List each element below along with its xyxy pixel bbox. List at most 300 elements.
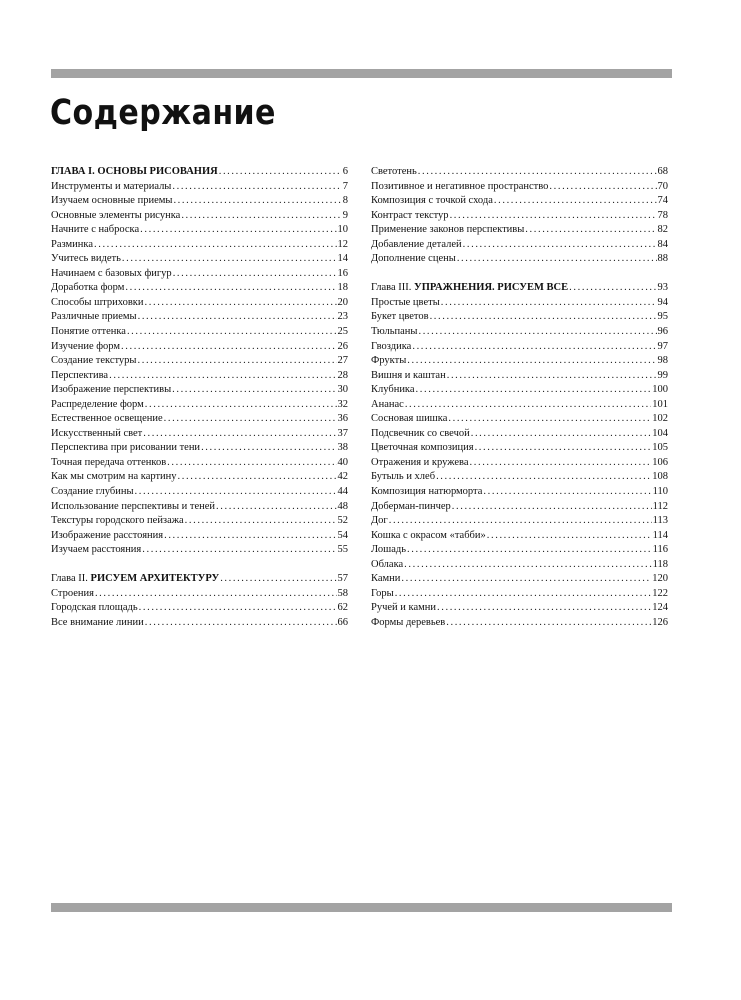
dot-leader bbox=[407, 543, 652, 558]
entry-title bbox=[51, 354, 137, 369]
entry-title-text: Создание текстуры bbox=[51, 355, 137, 367]
dot-leader bbox=[178, 470, 337, 485]
entry-title-text: Различные приемы bbox=[51, 311, 137, 323]
toc-right-column bbox=[371, 165, 668, 631]
toc-entry[interactable] bbox=[51, 252, 348, 267]
page-number: 12 bbox=[337, 238, 348, 250]
entry-title bbox=[371, 340, 411, 355]
dot-leader bbox=[167, 456, 336, 471]
entry-title bbox=[371, 180, 548, 195]
page-number: 66 bbox=[337, 616, 348, 628]
dot-leader bbox=[389, 514, 652, 529]
toc-entry[interactable] bbox=[51, 398, 348, 413]
entry-title-text: Изучаем основные приемы bbox=[51, 195, 173, 207]
entry-title-text: Дог bbox=[371, 515, 388, 527]
entry-title-text: Начинаем с базовых фигур bbox=[51, 267, 172, 279]
toc-entry[interactable] bbox=[371, 340, 668, 355]
entry-title bbox=[51, 325, 126, 340]
toc-entry[interactable] bbox=[371, 500, 668, 515]
page-number: 6 bbox=[342, 166, 348, 177]
page-number: 14 bbox=[337, 253, 348, 265]
page-number: 116 bbox=[652, 544, 668, 556]
entry-title bbox=[371, 500, 451, 515]
entry-title-text: Способы штриховки bbox=[51, 296, 144, 308]
dot-leader bbox=[216, 500, 336, 515]
entry-title-text: Цветочная композиция bbox=[371, 442, 474, 454]
entry-title bbox=[51, 412, 163, 427]
toc-entry[interactable] bbox=[371, 354, 668, 369]
toc-entry[interactable] bbox=[371, 223, 668, 238]
entry-title bbox=[51, 369, 108, 384]
toc-entry[interactable] bbox=[51, 500, 348, 515]
entry-title bbox=[371, 412, 447, 427]
entry-title bbox=[371, 238, 462, 253]
entry-title-text: Изучение форм bbox=[51, 340, 121, 352]
entry-title bbox=[371, 485, 482, 500]
chapter-title: РИСУЕМ АРХИТЕКТУРУ bbox=[90, 573, 220, 585]
entry-title bbox=[51, 180, 171, 195]
dot-leader bbox=[173, 267, 337, 282]
entry-title-text: Добавление деталей bbox=[371, 238, 462, 250]
entry-title bbox=[371, 281, 568, 296]
dot-leader bbox=[418, 325, 656, 340]
entry-title bbox=[371, 209, 449, 224]
entry-title-text: Понятие оттенка bbox=[51, 326, 126, 338]
entry-title bbox=[51, 485, 134, 500]
page-number: 26 bbox=[337, 340, 348, 352]
toc-left-column bbox=[51, 165, 348, 631]
page-number: 126 bbox=[652, 616, 668, 628]
entry-title bbox=[51, 340, 120, 355]
toc-entry[interactable] bbox=[371, 514, 668, 529]
page-number: 118 bbox=[652, 558, 668, 570]
entry-title bbox=[371, 194, 493, 209]
entry-title-text: Доработка форм bbox=[51, 282, 125, 294]
entry-title bbox=[51, 209, 180, 224]
page-number: 27 bbox=[337, 355, 348, 367]
dot-leader bbox=[447, 369, 657, 384]
dot-leader bbox=[483, 485, 651, 500]
toc-entry[interactable] bbox=[371, 194, 668, 209]
entry-title-text: Дополнение сцены bbox=[371, 253, 456, 265]
page-number: 9 bbox=[342, 209, 348, 221]
toc-entry[interactable] bbox=[371, 180, 668, 195]
entry-title-text: Инструменты и материалы bbox=[51, 180, 172, 192]
dot-leader bbox=[164, 529, 336, 544]
chapter-prefix: Глава III. bbox=[371, 282, 415, 294]
dot-leader bbox=[164, 412, 337, 427]
entry-title-text: Отражения и кружева bbox=[371, 456, 469, 468]
page-number: 99 bbox=[657, 369, 668, 381]
entry-title bbox=[371, 165, 417, 180]
entry-title-text: Композиция натюрморта bbox=[371, 486, 483, 498]
entry-title bbox=[371, 572, 400, 587]
dot-leader bbox=[457, 252, 657, 267]
entry-title bbox=[371, 441, 474, 456]
entry-title-text: Бутыль и хлеб bbox=[371, 471, 436, 483]
entry-title-text: Строения bbox=[51, 587, 94, 599]
entry-title-text: Ручей и камни bbox=[371, 602, 437, 614]
page-number: 113 bbox=[652, 515, 668, 527]
page-number: 8 bbox=[342, 195, 348, 207]
entry-title-text: Перспектива при рисовании тени bbox=[51, 442, 201, 454]
toc-entry[interactable] bbox=[371, 601, 668, 616]
entry-title bbox=[51, 223, 139, 238]
entry-title-text: Доберман-пинчер bbox=[371, 500, 451, 512]
toc-entry[interactable] bbox=[51, 238, 348, 253]
toc-entry[interactable] bbox=[51, 470, 348, 485]
toc-entry[interactable] bbox=[371, 616, 668, 631]
page-number: 23 bbox=[337, 311, 348, 323]
page-number: 102 bbox=[652, 413, 668, 425]
entry-title bbox=[371, 325, 417, 340]
chapter-heading-entry[interactable] bbox=[371, 281, 668, 296]
section-gap bbox=[371, 267, 668, 282]
page-number: 37 bbox=[337, 427, 348, 439]
entry-title bbox=[51, 616, 144, 631]
dot-leader bbox=[452, 500, 652, 515]
entry-title-text: Формы деревьев bbox=[371, 616, 446, 628]
page-number: 114 bbox=[652, 529, 668, 541]
toc-entry[interactable] bbox=[51, 427, 348, 442]
entry-title bbox=[51, 500, 215, 515]
toc-entry[interactable] bbox=[371, 572, 668, 587]
entry-title-text: Изображение расстояния bbox=[51, 529, 164, 541]
dot-leader bbox=[407, 354, 656, 369]
toc-entry[interactable] bbox=[371, 587, 668, 602]
toc-entry[interactable] bbox=[371, 427, 668, 442]
toc-entry[interactable] bbox=[371, 296, 668, 311]
dot-leader bbox=[219, 165, 342, 180]
dot-leader bbox=[487, 529, 652, 544]
bottom-rule bbox=[51, 903, 672, 912]
entry-title bbox=[51, 267, 172, 282]
toc-entry[interactable] bbox=[371, 238, 668, 253]
entry-title bbox=[51, 456, 166, 471]
page-number: 44 bbox=[337, 486, 348, 498]
page-number: 36 bbox=[337, 413, 348, 425]
page-number: 98 bbox=[657, 355, 668, 367]
toc-entry[interactable] bbox=[51, 194, 348, 209]
entry-title bbox=[371, 587, 394, 602]
dot-leader bbox=[494, 194, 657, 209]
toc-entry[interactable] bbox=[371, 529, 668, 544]
entry-title bbox=[371, 529, 486, 544]
dot-leader bbox=[185, 514, 337, 529]
toc-entry[interactable] bbox=[51, 325, 348, 340]
dot-leader bbox=[135, 485, 337, 500]
toc-entry[interactable] bbox=[51, 223, 348, 238]
entry-title-text: Вишня и каштан bbox=[371, 369, 446, 381]
entry-title-text: Городская площадь bbox=[51, 602, 138, 614]
entry-title bbox=[371, 354, 406, 369]
page-number: 55 bbox=[337, 544, 348, 556]
dot-leader bbox=[145, 398, 337, 413]
toc-entry[interactable] bbox=[371, 209, 668, 224]
toc-entry[interactable] bbox=[51, 354, 348, 369]
page-number: 112 bbox=[652, 500, 668, 512]
dot-leader bbox=[405, 398, 651, 413]
dot-leader bbox=[475, 441, 652, 456]
toc-entry[interactable] bbox=[51, 340, 348, 355]
dot-leader bbox=[139, 601, 337, 616]
entry-title bbox=[371, 616, 445, 631]
toc-entry[interactable] bbox=[51, 485, 348, 500]
dot-leader bbox=[172, 383, 336, 398]
entry-title-text: Основные элементы рисунка bbox=[51, 209, 181, 221]
page-number: 104 bbox=[652, 427, 668, 439]
entry-title bbox=[371, 558, 403, 573]
page-number: 70 bbox=[657, 180, 668, 192]
page-number: 93 bbox=[657, 282, 668, 294]
entry-title bbox=[51, 383, 171, 398]
toc-entry[interactable] bbox=[51, 310, 348, 325]
entry-title-text: Простые цветы bbox=[371, 296, 440, 308]
entry-title bbox=[51, 281, 124, 296]
page-number: 42 bbox=[337, 471, 348, 483]
entry-title-text: Разминка bbox=[51, 238, 93, 250]
entry-title-text: Все внимание линии bbox=[51, 616, 144, 628]
toc-entry[interactable] bbox=[51, 587, 348, 602]
dot-leader bbox=[142, 543, 336, 558]
toc-entry[interactable] bbox=[371, 325, 668, 340]
page-number: 124 bbox=[652, 602, 668, 614]
entry-title bbox=[371, 456, 469, 471]
toc-entry[interactable] bbox=[371, 485, 668, 500]
dot-leader bbox=[430, 310, 657, 325]
entry-title-text: Кошка с окрасом «табби» bbox=[371, 529, 486, 541]
entry-title bbox=[371, 543, 406, 558]
toc-entry[interactable] bbox=[371, 252, 668, 267]
dot-leader bbox=[436, 470, 651, 485]
toc-entry[interactable] bbox=[371, 398, 668, 413]
toc-entry[interactable] bbox=[51, 514, 348, 529]
toc-entry[interactable] bbox=[51, 456, 348, 471]
page-number: 105 bbox=[652, 442, 668, 454]
dot-leader bbox=[143, 427, 336, 442]
entry-title-text: Подсвечник со свечой bbox=[371, 427, 470, 439]
page-number: 68 bbox=[657, 166, 668, 177]
entry-title bbox=[51, 441, 200, 456]
dot-leader bbox=[418, 165, 657, 180]
page-number: 20 bbox=[337, 296, 348, 308]
toc-entry[interactable] bbox=[51, 412, 348, 427]
entry-title-text: Перспектива bbox=[51, 369, 109, 381]
chapter-heading-entry[interactable] bbox=[51, 165, 348, 180]
dot-leader bbox=[94, 238, 337, 253]
entry-title-text: Тюльпаны bbox=[371, 326, 418, 338]
dot-leader bbox=[416, 383, 652, 398]
page-number: 95 bbox=[657, 311, 668, 323]
chapter-heading-entry[interactable] bbox=[51, 572, 348, 587]
toc-entry[interactable] bbox=[371, 470, 668, 485]
toc-entry[interactable] bbox=[51, 383, 348, 398]
entry-title-text: Композиция с точкой схода bbox=[371, 195, 493, 207]
toc-entry[interactable] bbox=[51, 369, 348, 384]
page-number: 108 bbox=[652, 471, 668, 483]
dot-leader bbox=[95, 587, 337, 602]
toc-entry[interactable] bbox=[371, 310, 668, 325]
dot-leader bbox=[125, 281, 336, 296]
toc-entry[interactable] bbox=[51, 281, 348, 296]
page-number: 110 bbox=[652, 486, 668, 498]
toc-entry[interactable] bbox=[371, 558, 668, 573]
dot-leader bbox=[172, 180, 341, 195]
entry-title bbox=[51, 165, 218, 180]
toc-entry[interactable] bbox=[371, 441, 668, 456]
dot-leader bbox=[181, 209, 341, 224]
entry-title bbox=[51, 572, 219, 587]
entry-title-text: Клубника bbox=[371, 384, 415, 396]
dot-leader bbox=[140, 223, 336, 238]
dot-leader bbox=[404, 558, 651, 573]
page-number: 100 bbox=[652, 384, 668, 396]
entry-title bbox=[51, 252, 121, 267]
page-number: 48 bbox=[337, 500, 348, 512]
dot-leader bbox=[138, 310, 337, 325]
page-number: 38 bbox=[337, 442, 348, 454]
entry-title-text: Светотень bbox=[371, 166, 417, 177]
toc-entry[interactable] bbox=[51, 529, 348, 544]
entry-title-text: Естественное освещение bbox=[51, 413, 163, 425]
page-number: 120 bbox=[652, 573, 668, 585]
entry-title-text: Лошадь bbox=[371, 544, 406, 556]
entry-title-text: Создание глубины bbox=[51, 486, 134, 498]
dot-leader bbox=[569, 281, 656, 296]
chapter-title: УПРАЖНЕНИЯ. РИСУЕМ ВСЕ bbox=[414, 282, 569, 294]
entry-title-text: Как мы смотрим на картину bbox=[51, 471, 177, 483]
page-number: 62 bbox=[337, 602, 348, 614]
dot-leader bbox=[121, 340, 336, 355]
page-number: 101 bbox=[652, 398, 668, 410]
dot-leader bbox=[463, 238, 657, 253]
page-number: 88 bbox=[657, 253, 668, 265]
page-number: 54 bbox=[337, 529, 348, 541]
entry-title-text: Контраст текстур bbox=[371, 209, 449, 221]
entry-title bbox=[371, 398, 404, 413]
dot-leader bbox=[109, 369, 336, 384]
entry-title-text: Учитесь видеть bbox=[51, 253, 121, 265]
page-title: Содержание bbox=[50, 93, 276, 133]
entry-title-text: Применение законов перспективы bbox=[371, 224, 525, 236]
entry-title-text: Горы bbox=[371, 587, 394, 599]
toc-entry[interactable] bbox=[51, 267, 348, 282]
entry-title bbox=[51, 427, 142, 442]
dot-leader bbox=[395, 587, 652, 602]
entry-title bbox=[51, 514, 184, 529]
dot-leader bbox=[471, 427, 652, 442]
chapter-prefix: Глава II. bbox=[51, 573, 91, 585]
entry-title bbox=[371, 427, 470, 442]
entry-title bbox=[51, 587, 94, 602]
toc-entry[interactable] bbox=[51, 543, 348, 558]
page-number: 106 bbox=[652, 456, 668, 468]
entry-title-text: Изображение перспективы bbox=[51, 384, 172, 396]
entry-title bbox=[371, 369, 446, 384]
entry-title-text: Начните с наброска bbox=[51, 224, 140, 236]
dot-leader bbox=[122, 252, 337, 267]
page-number: 94 bbox=[657, 296, 668, 308]
page-number: 82 bbox=[657, 224, 668, 236]
page-number: 40 bbox=[337, 456, 348, 468]
entry-title bbox=[51, 470, 177, 485]
page-number: 78 bbox=[657, 209, 668, 221]
page-number: 10 bbox=[337, 224, 348, 236]
dot-leader bbox=[549, 180, 656, 195]
entry-title-text: Использование перспективы и теней bbox=[51, 500, 216, 512]
toc-entry[interactable] bbox=[371, 165, 668, 180]
toc-entry[interactable] bbox=[51, 616, 348, 631]
page-number: 122 bbox=[652, 587, 668, 599]
entry-title-text: Букет цветов bbox=[371, 311, 429, 323]
dot-leader bbox=[437, 601, 651, 616]
page-number: 84 bbox=[657, 238, 668, 250]
toc-entry[interactable] bbox=[51, 601, 348, 616]
entry-title-text: Распределение форм bbox=[51, 398, 144, 410]
entry-title bbox=[51, 194, 172, 209]
entry-title bbox=[51, 543, 141, 558]
page-number: 97 bbox=[657, 340, 668, 352]
entry-title bbox=[371, 470, 435, 485]
section-gap bbox=[51, 558, 348, 573]
chapter-title: ГЛАВА I. ОСНОВЫ РИСОВАНИЯ bbox=[51, 166, 218, 177]
dot-leader bbox=[450, 209, 657, 224]
toc-entry[interactable] bbox=[371, 383, 668, 398]
page-number: 30 bbox=[337, 384, 348, 396]
entry-title bbox=[51, 296, 144, 311]
entry-title-text: Позитивное и негативное пространство bbox=[371, 180, 549, 192]
toc-entry[interactable] bbox=[51, 209, 348, 224]
entry-title-text: Ананас bbox=[371, 398, 404, 410]
entry-title-text: Искусственный свет bbox=[51, 427, 143, 439]
page-number: 28 bbox=[337, 369, 348, 381]
entry-title-text: Точная передача оттенков bbox=[51, 456, 167, 468]
dot-leader bbox=[525, 223, 656, 238]
toc-entry[interactable] bbox=[371, 412, 668, 427]
toc-entry[interactable] bbox=[371, 543, 668, 558]
toc-entry[interactable] bbox=[51, 296, 348, 311]
dot-leader bbox=[470, 456, 652, 471]
entry-title bbox=[51, 310, 137, 325]
entry-title bbox=[371, 223, 524, 238]
toc-entry[interactable] bbox=[51, 180, 348, 195]
page-number: 58 bbox=[337, 587, 348, 599]
page-number: 32 bbox=[337, 398, 348, 410]
entry-title bbox=[371, 252, 456, 267]
dot-leader bbox=[401, 572, 651, 587]
toc-entry[interactable] bbox=[51, 441, 348, 456]
toc-entry[interactable] bbox=[371, 456, 668, 471]
page-number: 74 bbox=[657, 195, 668, 207]
entry-title bbox=[371, 310, 429, 325]
dot-leader bbox=[412, 340, 656, 355]
entry-title bbox=[51, 601, 138, 616]
page-number: 16 bbox=[337, 267, 348, 279]
entry-title-text: Камни bbox=[371, 573, 401, 585]
entry-title bbox=[51, 238, 93, 253]
entry-title-text: Изучаем расстояния bbox=[51, 544, 142, 556]
entry-title-text: Фрукты bbox=[371, 355, 407, 367]
entry-title bbox=[371, 601, 436, 616]
page-number: 18 bbox=[337, 282, 348, 294]
toc-entry[interactable] bbox=[371, 369, 668, 384]
entry-title bbox=[371, 383, 415, 398]
entry-title-text: Сосновая шишка bbox=[371, 413, 448, 425]
page-number: 57 bbox=[337, 573, 348, 585]
entry-title bbox=[371, 296, 440, 311]
dot-leader bbox=[220, 572, 336, 587]
dot-leader bbox=[173, 194, 341, 209]
